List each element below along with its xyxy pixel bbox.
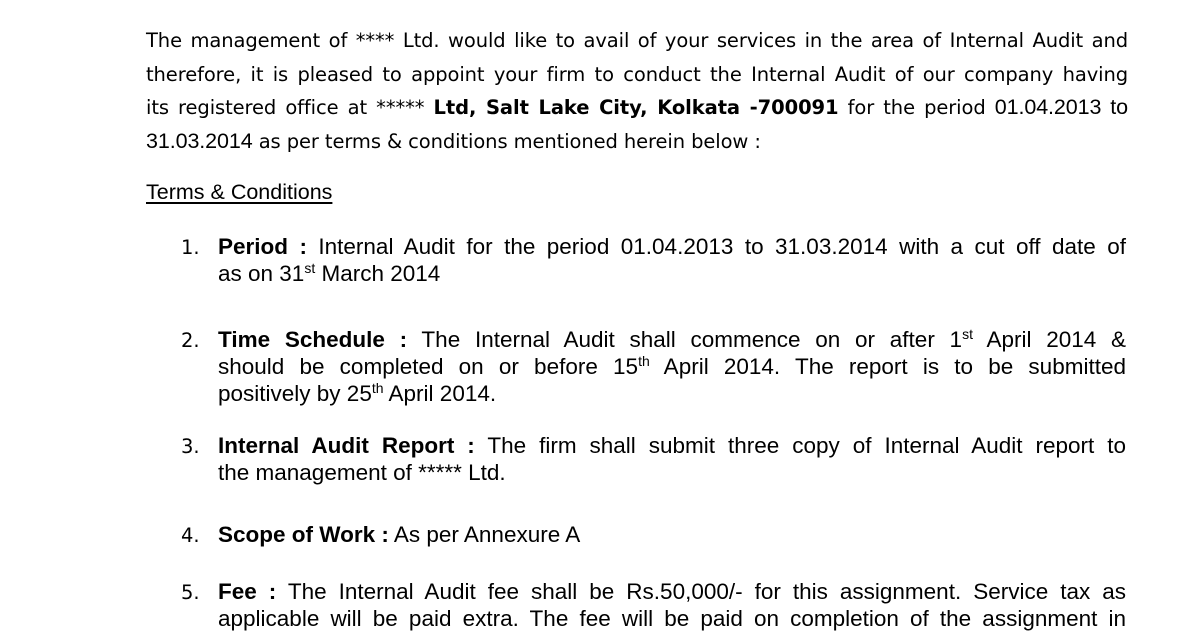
item-text: April 2014. The report is to be submitted xyxy=(649,354,1126,379)
list-number: 4. xyxy=(181,524,200,547)
item-text: April 2014. xyxy=(383,381,497,406)
intro-text: for the period xyxy=(838,96,995,119)
registered-address: Ltd, Salt Lake City, Kolkata -700091 xyxy=(433,96,839,119)
intro-text: its registered office at ***** xyxy=(146,96,434,119)
item-line xyxy=(218,432,1126,459)
list-number: 3. xyxy=(181,435,200,458)
item-text: Internal Audit for the period 01.04.2013 to 31.03.2014 with a cut off date of xyxy=(306,234,1126,259)
terms-heading: Terms & Conditions xyxy=(146,180,333,204)
list-number: 2. xyxy=(181,329,200,352)
item-text: The Internal Audit fee shall be Rs.50,000/- for this assignment. Service tax as xyxy=(276,579,1126,604)
ordinal-suffix: st xyxy=(304,260,316,276)
period-end-date: 31.03.2014 xyxy=(146,128,253,153)
intro-paragraph xyxy=(146,24,1128,158)
item-line xyxy=(218,578,1126,605)
item-title: Fee : xyxy=(218,579,277,604)
item-line xyxy=(218,326,1126,353)
item-line xyxy=(218,380,1126,407)
intro-line-2: therefore, it is pleased to appoint your firm to conduct the Internal Audit of our company having xyxy=(146,62,1128,86)
item-line xyxy=(218,521,1126,548)
intro-line-4 xyxy=(146,125,1128,159)
item-text: should be completed on or before 15 xyxy=(218,354,639,379)
item-line xyxy=(218,260,1126,287)
intro-line-3 xyxy=(146,91,1128,125)
item-line: the management of ***** Ltd. xyxy=(218,460,506,485)
ordinal-suffix: th xyxy=(638,353,650,369)
intro-text: as per terms & conditions mentioned herein below : xyxy=(252,129,761,153)
item-title: Scope of Work : xyxy=(218,522,389,547)
item-title: Time Schedule : xyxy=(218,327,408,352)
item-text: April 2014 & xyxy=(972,327,1126,352)
item-text: positively by 25 xyxy=(218,381,372,406)
ordinal-suffix: th xyxy=(371,380,384,396)
item-title: Internal Audit Report : xyxy=(218,433,475,458)
item-line: applicable will be paid extra. The fee will be paid on completion of the assignment in xyxy=(218,606,1126,631)
list-number: 5. xyxy=(181,581,200,604)
item-line xyxy=(218,353,1126,380)
list-item-body xyxy=(218,432,1126,486)
period-start-date: 01.04.2013 to xyxy=(994,95,1128,119)
item-text: As per Annexure A xyxy=(388,522,581,547)
item-text: The Internal Audit shall commence on or after 1 xyxy=(407,327,963,352)
list-number: 1. xyxy=(181,236,200,259)
ordinal-suffix: st xyxy=(962,326,973,342)
item-text: as on 31 xyxy=(218,261,305,286)
intro-line-1: The management of **** Ltd. would like to avail of your services in the area of Internal Audit and xyxy=(146,29,1128,52)
list-item-body xyxy=(218,521,1126,548)
list-item-body xyxy=(218,578,1126,632)
item-text: March 2014 xyxy=(315,261,441,286)
list-item-body xyxy=(218,326,1126,407)
list-item-body xyxy=(218,233,1126,287)
item-line xyxy=(218,233,1126,260)
item-title: Period : xyxy=(218,234,307,259)
item-text: The firm shall submit three copy of Internal Audit report to xyxy=(474,433,1126,458)
